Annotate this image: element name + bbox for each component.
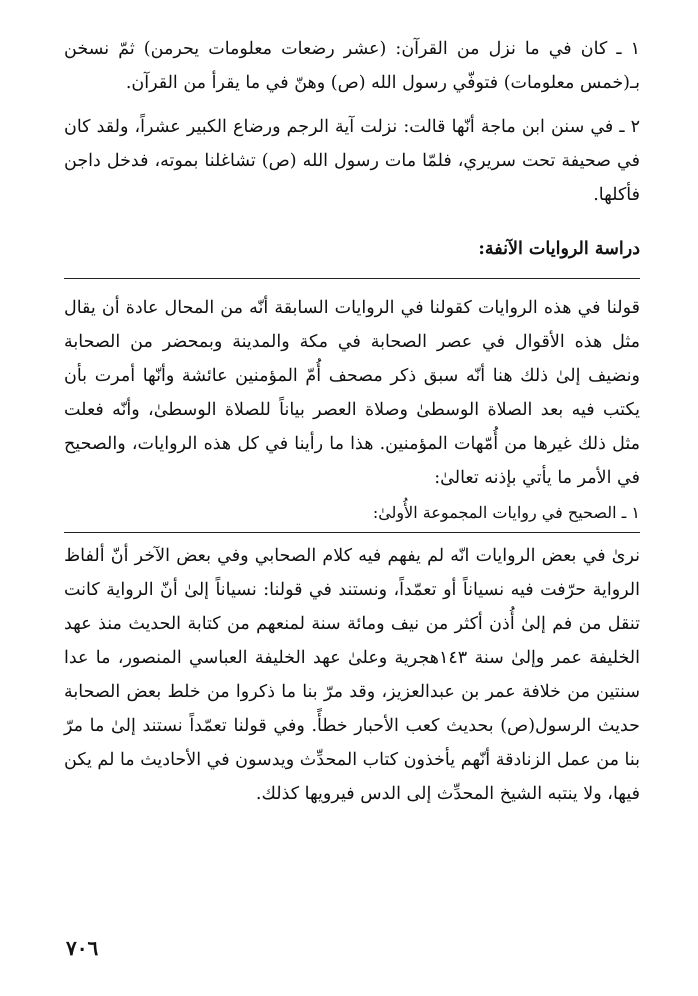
narration-2: ٢ ـ في سنن ابن ماجة أنّها قالت: نزلت آية الرجم ورضاع الكبير عشراً، ولقد كان في صحيفة تحت سريري، فلمّا مات رسول الله (ص) تشاغلنا بموته، فدخل داجن فأكلها. (64, 117, 640, 205)
subheading: ١ ـ الصحيح في روايات المجموعة الأُولىٰ: (372, 503, 640, 522)
page-number: ٧٠٦ (66, 936, 99, 960)
analysis-paragraph: نرىٰ في بعض الروايات انّه لم يفهم فيه كلام الصحابي وفي بعض الآخر أنّ ألفاظ الرواية حرّفت فيه نسياناً أو تعمّداً، ونستند في قولنا: نسياناً إلىٰ أنّ الرواية كانت تنقل من فم إلىٰ أُذن أكثر من نيف ومائة سنة لمنعهم من كتابة الحديث منذ عهد الخليفة عمر وإلىٰ سنة ١٤٣هجرية وعلىٰ عهد الخليفة العباسي المنصور، ما عدا سنتين من خلافة عمر بن عبدالعزيز، وقد مرّ بنا ما ذكروا من خلط بعض الصحابة حديث الرسول(ص) بحديث كعب الأحبار خطأً. وفي قولنا تعمّداً نستند إلىٰ ما مرّ بنا من عمل الزنادقة أنّهم يأخذون كتاب المحدِّث ويدسون في الأحاديث ما لم يكن فيها، ولا ينتبه الشيخ المحدِّث إلى الدس فيرويها كذلك. (64, 546, 640, 804)
narration-1: ١ ـ كان في ما نزل من القرآن: (عشر رضعات معلومات يحرمن) ثمّ نسخن بـ(خمس معلومات) فتوفّي رسول الله (ص) وهنّ في ما يقرأ من القرآن. (64, 39, 640, 93)
section-heading: دراسة الروايات الآنفة: (478, 239, 640, 259)
divider-line (64, 278, 640, 279)
divider-line-2 (64, 532, 640, 533)
study-paragraph: قولنا في هذه الروايات كقولنا في الروايات السابقة أنّه من المحال عادة أن يقال مثل هذه الأقوال في عصر الصحابة في مكة والمدينة وبمحضر من الصحابة ونضيف إلىٰ ذلك هنا أنّه سبق ذكر مصحف أُمّ المؤمنين عائشة وأنّها أمرت بأن يكتب فيه بعد الصلاة الوسطىٰ وصلاة العصر بياناً للصلاة الوسطىٰ، وأنّه فعلت مثل ذلك غيرها من أُمّهات المؤمنين. هذا ما رأينا في كل هذه الروايات، والصحيح في الأمر ما يأتي بإذنه تعالىٰ: (64, 298, 640, 488)
